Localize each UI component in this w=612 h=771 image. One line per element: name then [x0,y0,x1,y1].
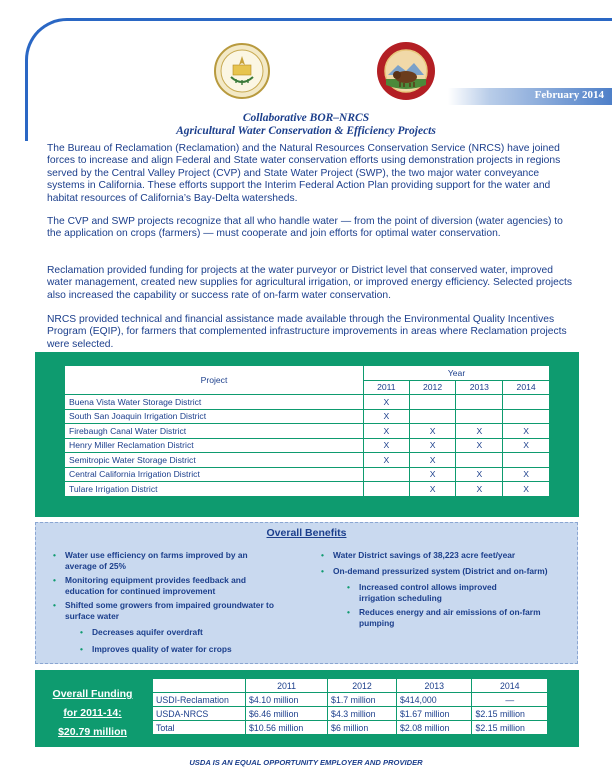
funding-label-line-3: $20.79 million [58,726,127,738]
funding-value: $4.3 million [328,707,397,721]
table-row [153,693,548,707]
mark: X [456,482,503,497]
table-row [153,707,548,721]
bullet-icon: • [53,600,56,610]
mark: X [456,438,503,453]
year-header: Year [364,366,550,381]
funding-value: $1.7 million [328,693,397,707]
funding-label-line-1: Overall Funding [52,688,133,700]
funding-value: $6.46 million [246,707,328,721]
projects-table [64,365,550,497]
table-row [65,482,550,497]
year-2013: 2013 [456,380,503,395]
funding-source: USDA-NRCS [153,707,246,721]
benefit-text: Increased control allows improved irrigation scheduling [359,582,497,603]
mark: X [409,467,456,482]
project-name: Central California Irrigation District [65,467,364,482]
mark: X [409,482,456,497]
mark: X [409,453,456,468]
benefit-text: Monitoring equipment provides feedback and education for continued improvement [65,575,247,596]
date-label: February 2014 [534,89,604,101]
funding-year-2011: 2011 [246,679,328,693]
funding-year-2014: 2014 [472,679,548,693]
year-2011: 2011 [364,380,410,395]
benefit-text: Water District savings of 38,223 acre feet/year [333,550,516,560]
table-row [65,453,550,468]
bullet-icon: • [347,582,350,592]
mark [364,467,410,482]
mark: X [364,438,410,453]
mark: X [503,438,550,453]
benefit-subitem [347,607,544,628]
funding-year-2013: 2013 [396,679,472,693]
funding-value: $1.67 million [396,707,472,721]
funding-value: $4.10 million [246,693,328,707]
mark: X [364,395,410,410]
mark [409,409,456,424]
paragraph-1: The Bureau of Reclamation (Reclamation) and the Natural Resources Conservation Service (NRCS) have joined forces to increase and align Federal and State water conservation efforts using demonstration projects in regions served by the Central Valley Project (CVP) and State Water Project (SWP), the two major water conveyance systems in California. These efforts support the Interim Federal Action Plan providing support for the water and habitat resources of California’s Bay-Delta watersheds. [47,143,561,204]
benefit-subitem [80,627,282,638]
table-row [65,424,550,439]
benefits-box [35,522,578,664]
table-row [153,721,548,735]
benefit-item [321,566,573,577]
mark: X [409,424,456,439]
project-name: Firebaugh Canal Water District [65,424,364,439]
benefit-text: Decreases aquifer overdraft [92,627,203,637]
year-2014: 2014 [503,380,550,395]
interior-seal-icon [376,41,436,101]
mark: X [456,424,503,439]
benefit-subitem [80,644,282,655]
date-banner [448,88,612,105]
mark [503,395,550,410]
funding-label [40,685,145,742]
bullet-icon: • [80,644,83,654]
benefit-item [53,550,280,571]
mark: X [503,424,550,439]
usda-seal-icon [214,43,270,99]
mark: X [364,424,410,439]
funding-value: $2.08 million [396,721,472,735]
funding-year-2012: 2012 [328,679,397,693]
page-title [0,112,612,138]
mark [456,409,503,424]
mark [456,453,503,468]
funding-label-line-2: for 2011-14: [63,707,122,719]
bullet-icon: • [53,550,56,560]
benefit-text: Shifted some growers from impaired groundwater to surface water [65,600,274,621]
paragraph-2: The CVP and SWP projects recognize that all who handle water — from the point of diversion (water agencies) to the application on crops (farmers) — must cooperate and join efforts for optimal water conservation. [47,216,563,240]
mark [503,409,550,424]
table-row [65,438,550,453]
bullet-icon: • [347,607,350,617]
benefit-text: Reduces energy and air emissions of on-farm pumping [359,607,541,628]
bullet-icon: • [321,550,324,560]
year-2012: 2012 [409,380,456,395]
paragraph-3: Reclamation provided funding for projects at the water purveyor or District level that conserved water, improved water management, created new supplies for agricultural irrigation, or improved energy efficiency. Selected projects also increased the capability or success rate of on-farm water conservation. [47,265,573,301]
project-name: Tulare Irrigation District [65,482,364,497]
funding-value: $414,000 [396,693,472,707]
bullet-icon: • [53,575,56,585]
project-name: Buena Vista Water Storage District [65,395,364,410]
benefit-subitem [347,582,529,603]
mark [364,482,410,497]
mark: X [503,482,550,497]
benefits-title: Overall Benefits [266,527,347,539]
funding-table [152,678,548,735]
project-name: Henry Miller Reclamation District [65,438,364,453]
funding-value: $2.15 million [472,707,548,721]
table-row [65,395,550,410]
funding-source: Total [153,721,246,735]
funding-source: USDI-Reclamation [153,693,246,707]
funding-value: $10.56 million [246,721,328,735]
bullet-icon: • [321,566,324,576]
project-header: Project [65,366,364,395]
project-name: Semitropic Water Storage District [65,453,364,468]
bullet-icon: • [80,627,83,637]
table-row [65,409,550,424]
paragraph-4: NRCS provided technical and financial assistance made available through the Environmental Quality Incentives Program (EQIP), for farmers that complemented infrastructure improvements in areas where Reclamation projects were selected. [47,314,567,350]
funding-value: $6 million [328,721,397,735]
benefit-text: Improves quality of water for crops [92,644,232,654]
benefit-text: On-demand pressurized system (District and on-farm) [333,566,548,576]
mark: X [409,438,456,453]
benefit-item [321,550,573,561]
mark: X [364,409,410,424]
funding-value: $2.15 million [472,721,548,735]
footer: USDA IS AN EQUAL OPPORTUNITY EMPLOYER AND PROVIDER [189,758,423,767]
mark [409,395,456,410]
benefit-item [53,600,290,621]
funding-corner [153,679,246,693]
title-line-1: Collaborative BOR–NRCS [242,112,370,124]
mark: X [456,467,503,482]
mark [503,453,550,468]
mark: X [364,453,410,468]
table-row [65,467,550,482]
funding-value: — [472,693,548,707]
title-line-2: Agricultural Water Conservation & Efficiency Projects [176,125,436,137]
benefit-text: Water use efficiency on farms improved by an average of 25% [65,550,248,571]
mark: X [503,467,550,482]
mark [456,395,503,410]
project-name: South San Joaquin Irrigation District [65,409,364,424]
benefit-item [53,575,280,596]
